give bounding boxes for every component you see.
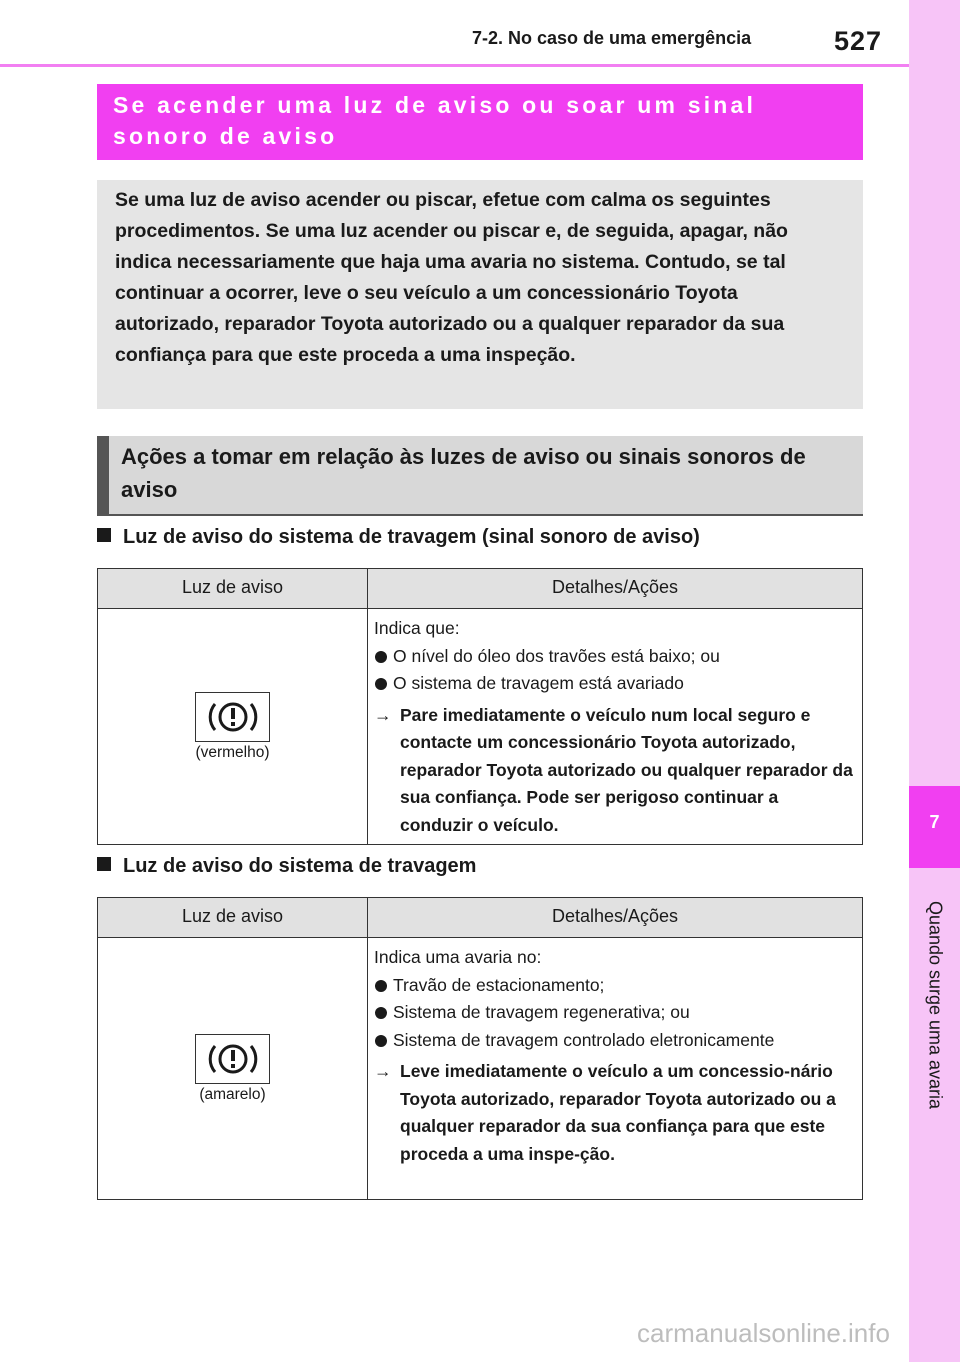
header-rule <box>0 64 909 67</box>
bullet-item: Sistema de travagem regenerativa; ou <box>374 999 856 1027</box>
subheading-box <box>97 436 863 516</box>
bullet-item: Sistema de travagem controlado eletronicamente <box>374 1027 856 1055</box>
intro-text: Se uma luz de aviso acender ou piscar, efetue com calma os seguintes procedimentos. Se uma luz acender ou piscar e, de seguida, apagar, não indica necessariamente que haja uma avaria no sistema. Contudo, se tal continuar a ocorrer, leve o seu veículo a um concessionário Toyota autorizado, reparador Toyota autorizado ou a qualquer reparador da sua confiança para que este proceda a uma inspeção. <box>115 189 788 366</box>
column-header-light: Luz de aviso <box>98 898 368 937</box>
section-heading: Luz de aviso do sistema de travagem (sinal sonoro de aviso) <box>97 526 700 549</box>
light-cell <box>98 609 368 844</box>
light-cell <box>98 938 368 1199</box>
warning-table <box>97 568 863 845</box>
details-cell <box>368 938 862 1199</box>
table-header-row <box>98 569 862 609</box>
square-bullet-icon <box>97 528 111 542</box>
column-header-light: Luz de aviso <box>98 569 368 608</box>
brake-warning-icon <box>195 1034 270 1084</box>
page-number: 527 <box>834 26 883 56</box>
chapter-number: 7 <box>929 812 940 832</box>
table-header-row <box>98 898 862 938</box>
bullet-item: Travão de estacionamento; <box>374 972 856 1000</box>
action-text: → Pare imediatamente o veículo num local seguro e contacte um concessionário Toyota autorizado, reparador Toyota autorizado ou qualquer reparador da sua confiança. Pode ser perigoso continuar a conduzir o veículo. <box>374 702 856 840</box>
lamp-color-caption: (vermelho) <box>195 743 270 761</box>
intro-box <box>97 180 863 409</box>
details-cell <box>368 609 862 844</box>
subheading-text: Ações a tomar em relação às luzes de aviso ou sinais sonoros de aviso <box>121 444 806 502</box>
details-lead: Indica uma avaria no: <box>374 947 542 967</box>
table-row <box>98 609 862 844</box>
banner-title: Se acender uma luz de aviso ou soar um sinal sonoro de aviso <box>113 92 757 149</box>
brake-warning-icon <box>195 692 270 742</box>
details-lead: Indica que: <box>374 618 460 638</box>
bullet-item: O sistema de travagem está avariado <box>374 670 856 698</box>
table-row <box>98 938 862 1199</box>
watermark: carmanualsonline.info <box>637 1318 890 1348</box>
column-header-details: Detalhes/Ações <box>551 906 679 926</box>
arrow-icon: → <box>374 704 392 725</box>
title-banner <box>97 84 863 160</box>
arrow-icon: → <box>374 1061 392 1081</box>
column-header-details: Detalhes/Ações <box>551 577 679 597</box>
warning-table <box>97 897 863 1200</box>
square-bullet-icon <box>97 857 111 871</box>
bullet-item: O nível do óleo dos travões está baixo; ou <box>374 643 856 671</box>
lamp-color-caption: (amarelo) <box>199 1085 266 1103</box>
chapter-side-strip <box>909 0 960 1362</box>
section-title: 7-2. No caso de uma emergência <box>472 28 752 48</box>
chapter-title: Quando surge uma avaria <box>925 900 946 1110</box>
section-heading: Luz de aviso do sistema de travagem <box>97 855 476 878</box>
action-text: → Leve imediatamente o veículo a um concessio-nário Toyota autorizado, reparador Toyota autorizado ou a qualquer reparador da sua confiança para que este proceda a uma inspe-ção. <box>374 1058 856 1168</box>
